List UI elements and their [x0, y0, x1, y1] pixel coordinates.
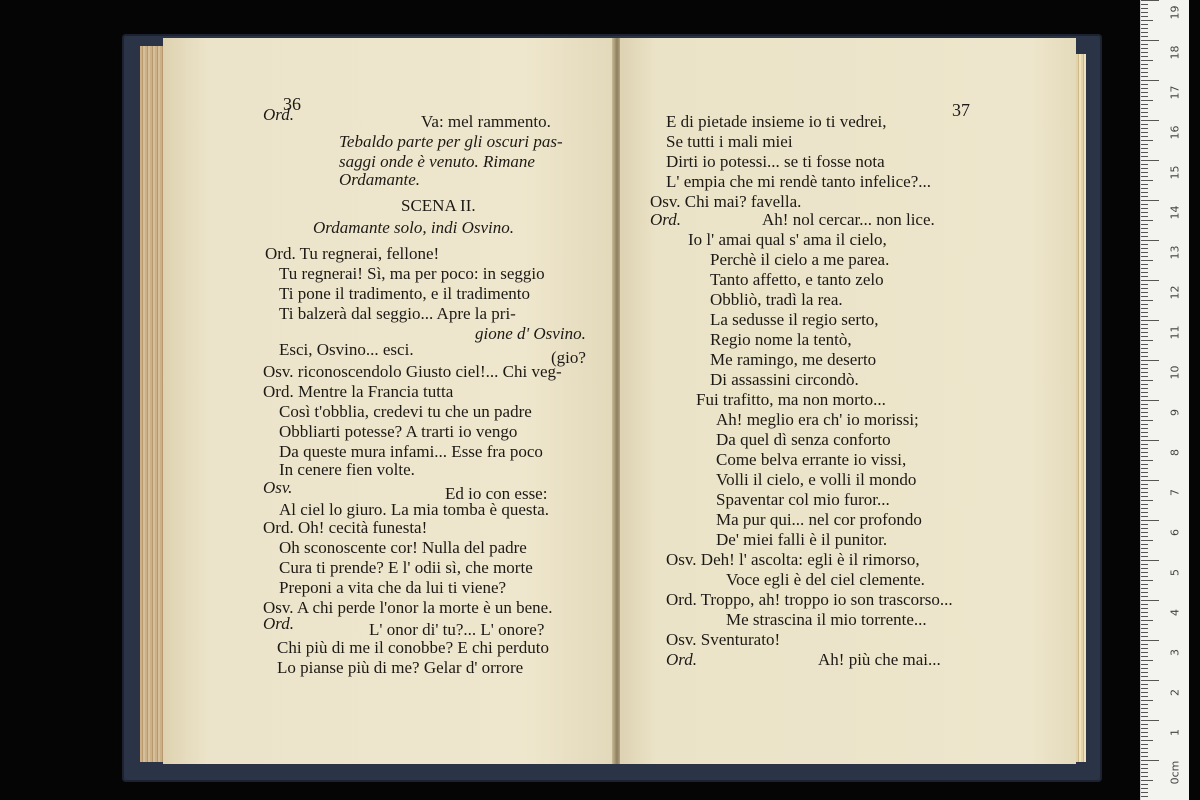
ruler-tick — [1141, 776, 1148, 777]
ruler-tick — [1141, 268, 1148, 269]
ruler-tick — [1141, 320, 1159, 321]
text-line: Ord. — [666, 650, 698, 669]
ruler-tick — [1141, 788, 1148, 789]
ruler-tick — [1141, 648, 1148, 649]
ruler-tick — [1141, 152, 1148, 153]
ruler-tick — [1141, 4, 1148, 5]
text-line: Spaventar col mio furor... — [716, 490, 890, 509]
ruler-tick — [1141, 324, 1148, 325]
ruler-tick — [1141, 192, 1148, 193]
text-line: Osv. — [263, 478, 293, 497]
ruler-number: 6 — [1168, 529, 1182, 536]
ruler-tick — [1141, 240, 1159, 241]
ruler-tick — [1141, 52, 1148, 53]
ruler-tick — [1141, 108, 1148, 109]
ruler-tick — [1141, 308, 1148, 309]
left-page — [163, 38, 615, 764]
ruler-tick — [1141, 232, 1148, 233]
ruler-tick — [1141, 580, 1153, 581]
ruler-tick — [1141, 316, 1148, 317]
ruler-tick — [1141, 8, 1148, 9]
ruler-tick — [1141, 508, 1148, 509]
ruler-tick — [1141, 636, 1148, 637]
text-line: Me strascina il mio torrente... — [726, 610, 927, 629]
ruler-tick — [1141, 628, 1148, 629]
ruler-tick — [1141, 184, 1148, 185]
ruler-tick — [1141, 548, 1148, 549]
ruler-tick — [1141, 156, 1148, 157]
text-line: Tanto affetto, e tanto zelo — [710, 270, 884, 289]
text-line: Preponi a vita che da lui ti viene? — [279, 578, 507, 597]
text-line: Da queste mura infami... Esse fra poco — [279, 442, 543, 461]
ruler-tick — [1141, 176, 1148, 177]
ruler-tick — [1141, 72, 1148, 73]
ruler-tick — [1141, 164, 1148, 165]
text-line: Io l' amai qual s' ama il cielo, — [688, 230, 887, 249]
ruler-number: 3 — [1168, 649, 1182, 656]
ruler-number: 11 — [1168, 325, 1182, 340]
text-line: Al ciel lo giuro. La mia tomba è questa. — [279, 500, 550, 519]
text-line: Osv. Chi mai? favella. — [650, 192, 802, 211]
text-line: Lo pianse più di me? Gelar d' orrore — [277, 658, 524, 677]
ruler-tick — [1141, 512, 1148, 513]
text-line: Cura ti prende? E l' odii sì, che morte — [279, 558, 533, 577]
ruler-tick — [1141, 488, 1148, 489]
ruler-tick — [1141, 64, 1148, 65]
ruler-tick — [1141, 228, 1148, 229]
text-line: Osv. riconoscendolo Giusto ciel!... Chi veg- — [263, 362, 562, 381]
ruler-tick — [1141, 224, 1148, 225]
ruler-tick — [1141, 160, 1159, 161]
ruler-tick — [1141, 348, 1148, 349]
measurement-ruler — [1140, 0, 1189, 800]
ruler-tick — [1141, 728, 1148, 729]
text-line: Ord. Troppo, ah! troppo io son trascorso... — [666, 590, 953, 609]
ruler-tick — [1141, 168, 1148, 169]
ruler-tick — [1141, 736, 1148, 737]
ruler-tick — [1141, 520, 1159, 521]
ruler-tick — [1141, 172, 1148, 173]
ruler-tick — [1141, 360, 1159, 361]
ruler-tick — [1141, 100, 1153, 101]
ruler-number: 1 — [1168, 729, 1182, 736]
ruler-tick — [1141, 604, 1148, 605]
ruler-tick — [1141, 44, 1148, 45]
ruler-tick — [1141, 300, 1153, 301]
ruler-tick — [1141, 500, 1153, 501]
ruler-tick — [1141, 632, 1148, 633]
ruler-tick — [1141, 596, 1148, 597]
ruler-tick — [1141, 780, 1153, 781]
text-line: Ordamante. — [339, 170, 421, 189]
text-line: Va: mel rammento. — [421, 112, 551, 131]
ruler-tick — [1141, 464, 1148, 465]
text-line: Ord. Mentre la Francia tutta — [263, 382, 454, 401]
page-number: 36 — [283, 94, 301, 114]
ruler-tick — [1141, 560, 1159, 561]
ruler-tick — [1141, 428, 1148, 429]
ruler-tick — [1141, 80, 1159, 81]
ruler-tick — [1141, 656, 1148, 657]
ruler-tick — [1141, 688, 1148, 689]
ruler-tick — [1141, 564, 1148, 565]
ruler-tick — [1141, 32, 1148, 33]
ruler-tick — [1141, 292, 1148, 293]
ruler-tick — [1141, 684, 1148, 685]
ruler-number: 2 — [1168, 689, 1182, 696]
ruler-number: 10 — [1168, 365, 1182, 380]
ruler-tick — [1141, 420, 1153, 421]
ruler-tick — [1141, 28, 1148, 29]
ruler-tick — [1141, 620, 1153, 621]
ruler-tick — [1141, 748, 1148, 749]
ruler-tick — [1141, 784, 1148, 785]
text-line: Tu regnerai! Sì, ma per poco: in seggio — [279, 264, 545, 283]
ruler-tick — [1141, 40, 1159, 41]
ruler-tick — [1141, 0, 1159, 1]
ruler-tick — [1141, 572, 1148, 573]
ruler-tick — [1141, 724, 1148, 725]
ruler-tick — [1141, 716, 1148, 717]
ruler-tick — [1141, 792, 1148, 793]
ruler-tick — [1141, 796, 1148, 797]
ruler-number: 4 — [1168, 609, 1182, 616]
ruler-tick — [1141, 392, 1148, 393]
ruler-tick — [1141, 668, 1148, 669]
ruler-tick — [1141, 332, 1148, 333]
ruler-tick — [1141, 356, 1148, 357]
ruler-tick — [1141, 612, 1148, 613]
ruler-tick — [1141, 424, 1148, 425]
ruler-tick — [1141, 536, 1148, 537]
ruler-tick — [1141, 16, 1148, 17]
ruler-tick — [1141, 760, 1159, 761]
ruler-number: 16 — [1168, 125, 1182, 140]
text-line: Voce egli è del ciel clemente. — [726, 570, 925, 589]
text-line: Se tutti i mali miei — [666, 132, 793, 151]
ruler-number: 9 — [1168, 409, 1182, 416]
text-line: L' onor di' tu?... L' onore? — [369, 620, 545, 639]
ruler-tick — [1141, 236, 1148, 237]
ruler-tick — [1141, 752, 1148, 753]
text-line: SCENA II. — [401, 196, 476, 215]
ruler-number: 15 — [1168, 165, 1182, 180]
ruler-tick — [1141, 140, 1153, 141]
ruler-tick — [1141, 264, 1148, 265]
ruler-tick — [1141, 540, 1153, 541]
ruler-tick — [1141, 220, 1153, 221]
text-line: Da quel dì senza conforto — [716, 430, 891, 449]
ruler-tick — [1141, 468, 1148, 469]
text-line: Ord. Tu regnerai, fellone! — [265, 244, 440, 263]
ruler-tick — [1141, 296, 1148, 297]
ruler-number: 7 — [1168, 489, 1182, 496]
ruler-tick — [1141, 376, 1148, 377]
ruler-number: 8 — [1168, 449, 1182, 456]
ruler-tick — [1141, 516, 1148, 517]
ruler-tick — [1141, 568, 1148, 569]
text-line: Ma pur qui... nel cor profondo — [716, 510, 922, 529]
text-line: Volli il cielo, e volli il mondo — [716, 470, 917, 489]
text-line: Perchè il cielo a me parea. — [710, 250, 890, 269]
ruler-tick — [1141, 136, 1148, 137]
ruler-number: 12 — [1168, 285, 1182, 300]
right-page — [620, 38, 1076, 764]
ruler-tick — [1141, 708, 1148, 709]
ruler-tick — [1141, 652, 1148, 653]
ruler-tick — [1141, 740, 1153, 741]
text-line: Ah! più che mai... — [818, 650, 941, 669]
text-line: Esci, Osvino... esci. — [279, 340, 414, 359]
ruler-tick — [1141, 104, 1148, 105]
ruler-tick — [1141, 660, 1153, 661]
ruler-tick — [1141, 248, 1148, 249]
text-line: In cenere fien volte. — [279, 460, 415, 479]
ruler-tick — [1141, 584, 1148, 585]
ruler-tick — [1141, 280, 1159, 281]
text-line: Me ramingo, me deserto — [710, 350, 877, 369]
ruler-tick — [1141, 408, 1148, 409]
ruler-tick — [1141, 244, 1148, 245]
ruler-tick — [1141, 624, 1148, 625]
ruler-tick — [1141, 92, 1148, 93]
ruler-tick — [1141, 720, 1159, 721]
ruler-tick — [1141, 204, 1148, 205]
text-line: saggi onde è venuto. Rimane — [339, 152, 535, 171]
ruler-tick — [1141, 412, 1148, 413]
ruler-tick — [1141, 396, 1148, 397]
ruler-number: 18 — [1168, 45, 1182, 60]
text-line: L' empia che mi rendè tanto infelice?... — [666, 172, 932, 191]
ruler-tick — [1141, 284, 1148, 285]
ruler-tick — [1141, 76, 1148, 77]
ruler-tick — [1141, 672, 1148, 673]
ruler-tick — [1141, 524, 1148, 525]
ruler-tick — [1141, 368, 1148, 369]
text-line: Ordamante solo, indi Osvino. — [313, 218, 515, 237]
ruler-tick — [1141, 556, 1148, 557]
ruler-tick — [1141, 400, 1159, 401]
text-line: Come belva errante io vissi, — [716, 450, 907, 469]
ruler-tick — [1141, 148, 1148, 149]
ruler-tick — [1141, 712, 1148, 713]
ruler-tick — [1141, 116, 1148, 117]
ruler-tick — [1141, 372, 1148, 373]
ruler-tick — [1141, 328, 1148, 329]
ruler-tick — [1141, 492, 1148, 493]
ruler-tick — [1141, 144, 1148, 145]
text-line: Di assassini circondò. — [710, 370, 859, 389]
text-line: Osv. Deh! l' ascolta: egli è il rimorso, — [666, 550, 920, 569]
text-line: Così t'obblia, credevi tu che un padre — [279, 402, 532, 421]
ruler-tick — [1141, 692, 1148, 693]
ruler-tick — [1141, 576, 1148, 577]
text-line: Osv. A chi perde l'onor la morte è un bene. — [263, 598, 553, 617]
ruler-tick — [1141, 676, 1148, 677]
ruler-tick — [1141, 456, 1148, 457]
ruler-tick — [1141, 276, 1148, 277]
text-line: Ord. — [650, 210, 682, 229]
ruler-tick — [1141, 84, 1148, 85]
ruler-tick — [1141, 680, 1159, 681]
ruler-number: 0cm — [1168, 760, 1182, 785]
text-line: Chi più di me il conobbe? E chi perduto — [277, 638, 549, 657]
ruler-tick — [1141, 384, 1148, 385]
text-line: Ah! nol cercar... non lice. — [762, 210, 935, 229]
ruler-tick — [1141, 352, 1148, 353]
ruler-tick — [1141, 208, 1148, 209]
ruler-tick — [1141, 700, 1153, 701]
ruler-tick — [1141, 128, 1148, 129]
text-line: Tebaldo parte per gli oscuri pas- — [339, 132, 563, 151]
ruler-tick — [1141, 288, 1148, 289]
ruler-tick — [1141, 484, 1148, 485]
ruler-tick — [1141, 36, 1148, 37]
text-line: Ord. — [263, 614, 295, 633]
ruler-tick — [1141, 200, 1159, 201]
ruler-tick — [1141, 744, 1148, 745]
ruler-tick — [1141, 476, 1148, 477]
ruler-tick — [1141, 732, 1148, 733]
ruler-tick — [1141, 112, 1148, 113]
ruler-tick — [1141, 704, 1148, 705]
text-line: Ord. — [263, 105, 295, 124]
text-line: Ord. Oh! cecità funesta! — [263, 518, 428, 537]
text-line: Ah! meglio era ch' io morissi; — [716, 410, 919, 429]
ruler-tick — [1141, 496, 1148, 497]
ruler-tick — [1141, 188, 1148, 189]
ruler-tick — [1141, 764, 1148, 765]
ruler-tick — [1141, 444, 1148, 445]
ruler-tick — [1141, 124, 1148, 125]
ruler-tick — [1141, 132, 1148, 133]
ruler-tick — [1141, 60, 1153, 61]
ruler-tick — [1141, 588, 1148, 589]
ruler-tick — [1141, 96, 1148, 97]
ruler-tick — [1141, 480, 1159, 481]
ruler-tick — [1141, 68, 1148, 69]
text-line: Obbliarti potesse? A trarti io vengo — [279, 422, 518, 441]
ruler-tick — [1141, 196, 1148, 197]
ruler-tick — [1141, 528, 1148, 529]
ruler-tick — [1141, 640, 1159, 641]
ruler-tick — [1141, 616, 1148, 617]
ruler-tick — [1141, 436, 1148, 437]
ruler-tick — [1141, 532, 1148, 533]
ruler-tick — [1141, 336, 1148, 337]
ruler-tick — [1141, 608, 1148, 609]
ruler-tick — [1141, 24, 1148, 25]
ruler-tick — [1141, 312, 1148, 313]
ruler-tick — [1141, 644, 1148, 645]
ruler-tick — [1141, 460, 1153, 461]
ruler-number: 19 — [1168, 5, 1182, 20]
ruler-tick — [1141, 120, 1159, 121]
ruler-tick — [1141, 364, 1148, 365]
ruler-tick — [1141, 272, 1148, 273]
ruler-tick — [1141, 260, 1153, 261]
ruler-tick — [1141, 256, 1148, 257]
ruler-tick — [1141, 472, 1148, 473]
ruler-tick — [1141, 380, 1153, 381]
ruler-tick — [1141, 592, 1148, 593]
text-line: Obbliò, tradì la rea. — [710, 290, 843, 309]
text-line: Regio nome la tentò, — [710, 330, 852, 349]
text-line: gione d' Osvino. — [475, 324, 586, 343]
ruler-tick — [1141, 304, 1148, 305]
text-line: (gio? — [551, 348, 586, 367]
ruler-tick — [1141, 768, 1148, 769]
ruler-tick — [1141, 212, 1148, 213]
ruler-tick — [1141, 440, 1159, 441]
text-line: Ed io con esse: — [445, 484, 548, 503]
text-line: E di pietade insieme io ti vedrei, — [666, 112, 887, 131]
text-line: Osv. Sventurato! — [666, 630, 781, 649]
ruler-tick — [1141, 756, 1148, 757]
ruler-tick — [1141, 20, 1153, 21]
ruler-tick — [1141, 544, 1148, 545]
text-line: Oh sconoscente cor! Nulla del padre — [279, 538, 527, 557]
text-line: De' miei falli è il punitor. — [716, 530, 888, 549]
ruler-tick — [1141, 600, 1159, 601]
ruler-tick — [1141, 696, 1148, 697]
ruler-tick — [1141, 504, 1148, 505]
ruler-tick — [1141, 252, 1148, 253]
ruler-number: 17 — [1168, 85, 1182, 100]
ruler-tick — [1141, 344, 1148, 345]
text-line: Ti pone il tradimento, e il tradimento — [279, 284, 531, 303]
ruler-tick — [1141, 552, 1148, 553]
ruler-number: 14 — [1168, 205, 1182, 220]
ruler-tick — [1141, 404, 1148, 405]
ruler-tick — [1141, 340, 1153, 341]
ruler-tick — [1141, 664, 1148, 665]
text-line: Ti balzerà dal seggio... Apre la pri- — [279, 304, 516, 323]
ruler-number: 13 — [1168, 245, 1182, 260]
ruler-tick — [1141, 772, 1148, 773]
ruler-number: 5 — [1168, 569, 1182, 576]
text-line: La sedusse il regio serto, — [710, 310, 879, 329]
ruler-tick — [1141, 56, 1148, 57]
page-number: 37 — [952, 100, 970, 120]
text-line: Dirti io potessi... se ti fosse nota — [666, 152, 885, 171]
ruler-tick — [1141, 88, 1148, 89]
ruler-tick — [1141, 12, 1148, 13]
ruler-tick — [1141, 452, 1148, 453]
ruler-tick — [1141, 180, 1153, 181]
ruler-tick — [1141, 432, 1148, 433]
text-line: Fui trafitto, ma non morto... — [696, 390, 886, 409]
ruler-tick — [1141, 448, 1148, 449]
ruler-tick — [1141, 216, 1148, 217]
ruler-tick — [1141, 388, 1148, 389]
ruler-tick — [1141, 416, 1148, 417]
ruler-tick — [1141, 48, 1148, 49]
